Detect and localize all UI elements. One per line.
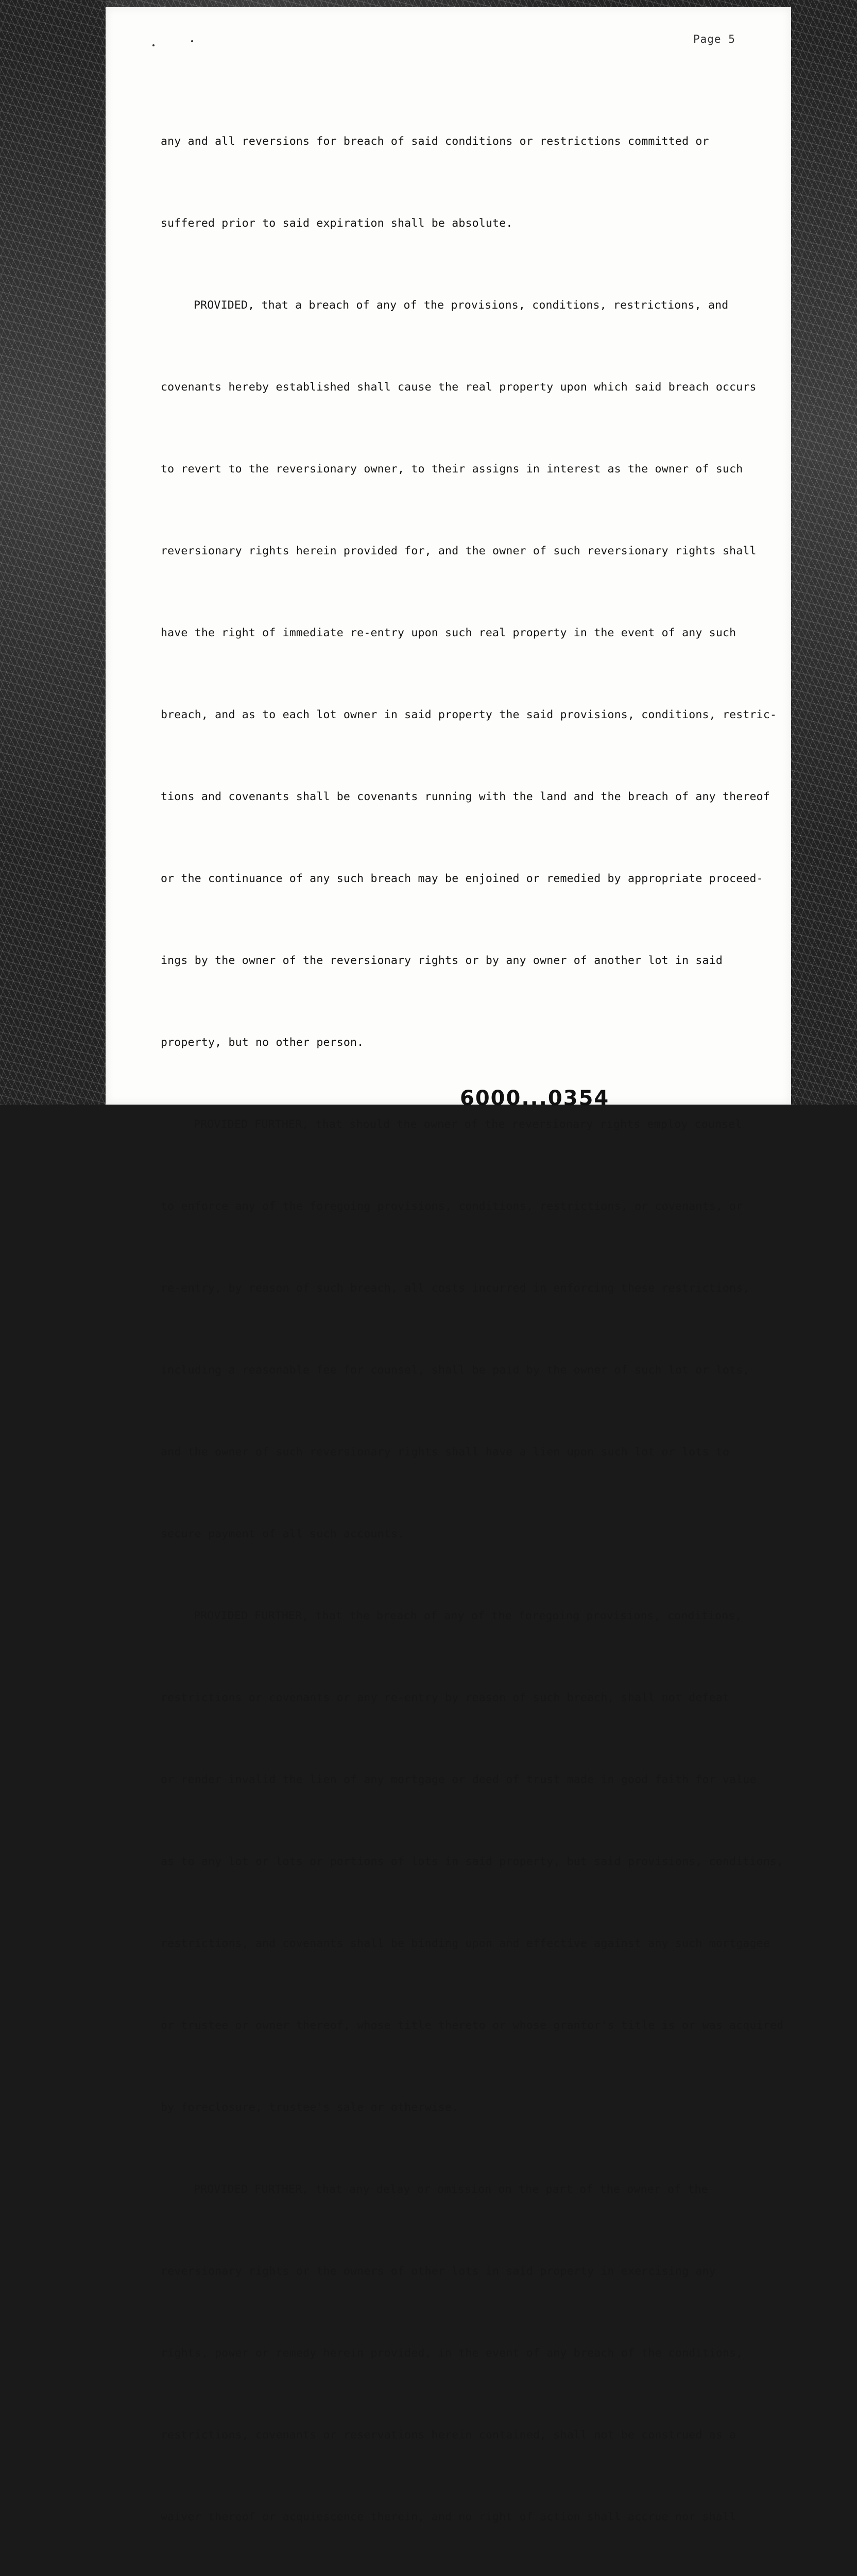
paragraph-start-line: PROVIDED FURTHER, that the breach of any of the foregoing provisions, conditions, [194,1609,742,1622]
text-line: ings by the owner of the reversionary rights or by any owner of another lot in said [161,954,723,967]
text-line: to enforce any of the foregoing provisions, conditions, restrictions, or covenants, or [161,1200,743,1213]
scan-border-left [0,0,106,1105]
text-line: tions and covenants shall be covenants running with the land and the breach of any thereof [161,790,770,803]
text-line: and the owner of such reversionary rights shall have a lien upon such lot or lots to [161,1446,730,1459]
document-body [161,73,784,2576]
text-line: reversionary rights or the owners of other lots in said property in exercising any [161,2265,716,2278]
text-line: property, but no other person. [161,1036,364,1049]
text-line: waiver thereof or acquiescence therein, and no right of action shall accrue nor shall [161,2511,736,2523]
text-line: restrictions, and covenants shall be binding upon and effective against any such mortgagee [161,1937,770,1950]
text-line: or the continuance of any such breach may be enjoined or remedied by appropriate proceed- [161,872,763,885]
text-line: any and all reversions for breach of said conditions or restrictions committed or [161,135,709,148]
scan-border-right [791,0,857,1105]
page-number: Page 5 [693,33,735,45]
text-line: suffered prior to said expiration shall be absolute. [161,217,513,230]
text-line: or render invalid the lien of any mortgage or deed of trust made in good faith for value [161,1773,757,1786]
text-line: secure payment of all such accounts. [161,1528,405,1540]
text-line: re-entry, by reason of such breach, all costs incurred in enforcing these restrictions, [161,1282,750,1295]
paragraph-start-line: PROVIDED FURTHER, that any delay or omission on the part of the owner of the [194,2183,708,2196]
document-number-stamp: 6000...0354 [460,1087,610,1110]
text-line: have the right of immediate re-entry upon such real property in the event of any such [161,626,736,639]
text-line: by foreclosure, trustee's sale or otherwise. [161,2101,459,2114]
text-line: reversionary rights herein provided for, and the owner of such reversionary rights shall [161,545,757,557]
text-line: to revert to the reversionary owner, to their assigns in interest as the owner of such [161,463,743,476]
text-line: including a reasonable fee for counsel, shall be paid by the owner of such lot or lots, [161,1364,750,1377]
stray-mark [152,44,155,46]
text-line: rights, power or remedy herein provided, in the event of any breach of the conditions, [161,2347,743,2360]
text-line: covenants hereby established shall cause the real property upon which said breach occurs [161,381,757,394]
stray-mark [191,40,193,42]
text-line: restrictions or covenants or any re-entry by reason of such breach, shall not defeat [161,1691,730,1704]
text-line: as to any lot or lots or portions of lots in said property, but said provisions, conditions, [161,1855,784,1868]
paragraph-start-line: PROVIDED, that a breach of any of the provisions, conditions, restrictions, and [194,299,729,312]
text-line: breach, and as to each lot owner in said property the said provisions, conditions, restric- [161,708,777,721]
text-line: restrictions, covenants or reservations herein contained, shall not be construed as a [161,2429,736,2442]
text-line: or trustee or owner thereof, whose title thereto or whose grantor's title is or was acquired [161,2019,784,2032]
paragraph-start-line: PROVIDED FURTHER, that should the owner of the reversionary rights employ counsel [194,1118,742,1131]
